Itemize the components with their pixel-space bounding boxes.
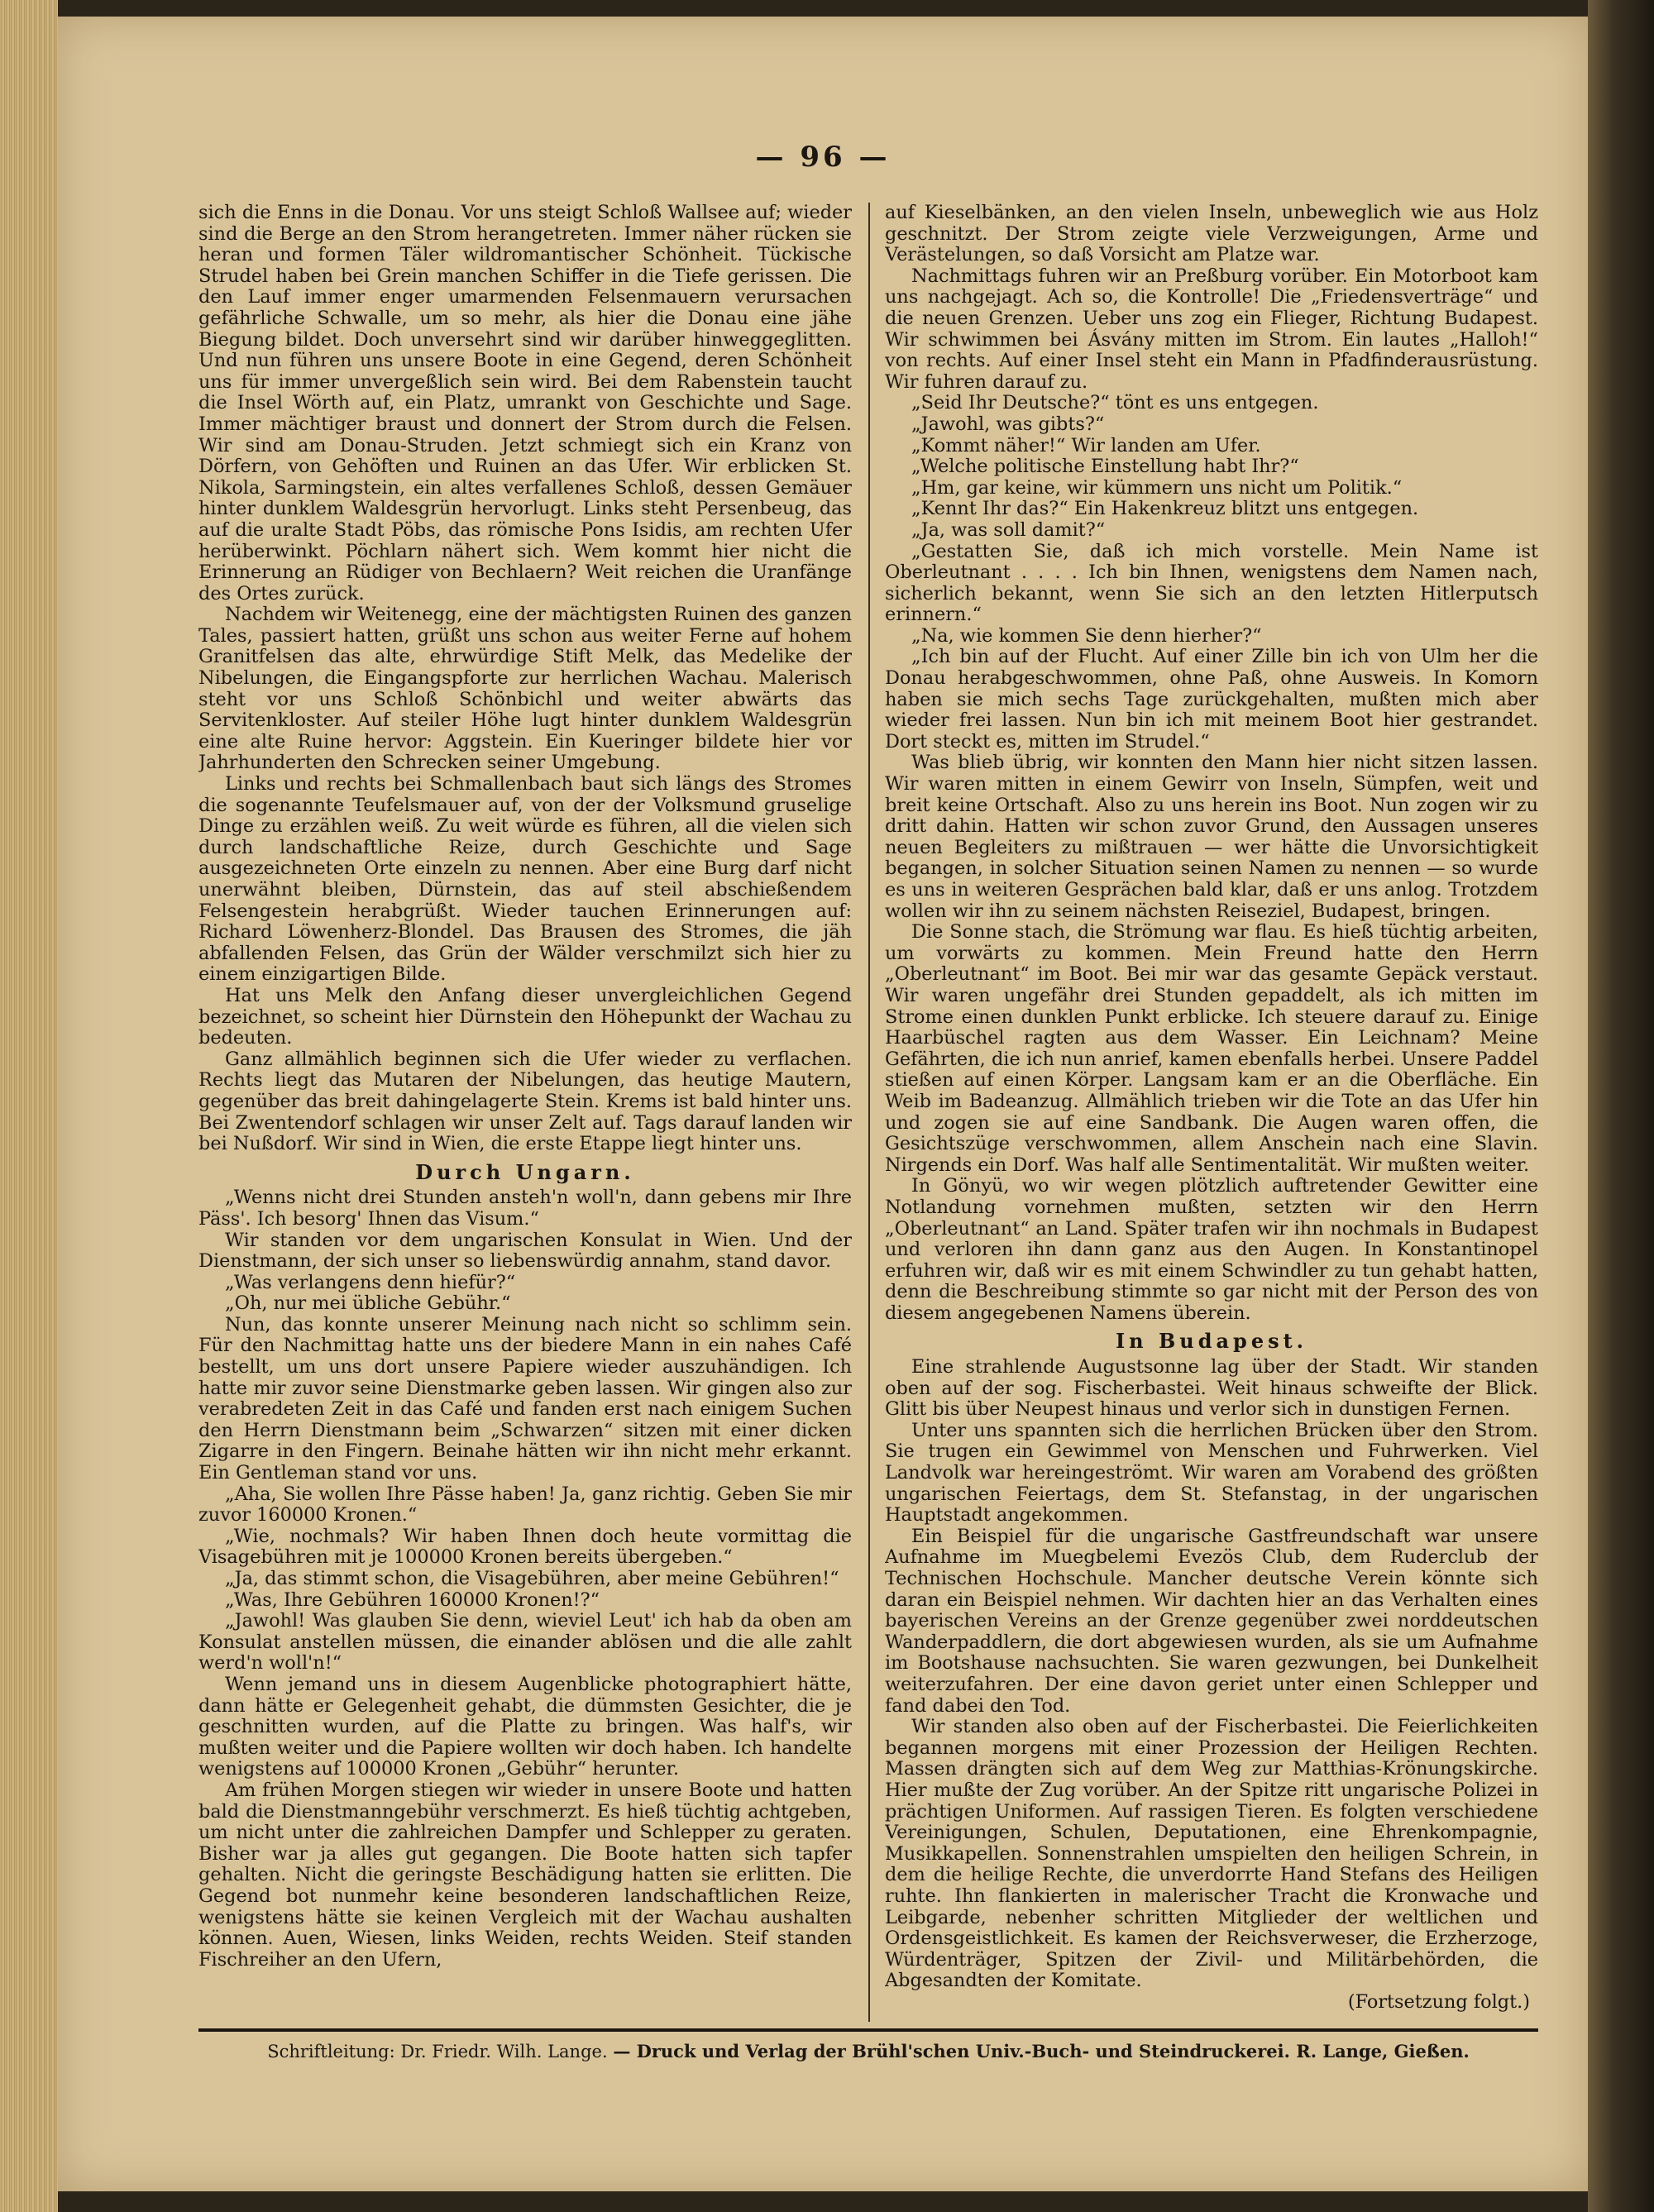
article-paragraph: „Wenns nicht drei Stunden ansteh'n woll'n, dann gebens mir Ihre Päss'. Ich besorg' Ihnen das Visum.“	[198, 1187, 852, 1230]
article-paragraph: Eine strahlende Augustsonne lag über der Stadt. Wir standen oben auf der sog. Fischerbastei. Weit hinaus schweifte der Blick. Glitt bis über Neupest hinaus und verlor sich in dunstigen Fernen.	[885, 1356, 1538, 1421]
article-paragraph: „Oh, nur mei übliche Gebühr.“	[225, 1292, 511, 1315]
article-paragraph: „Welche politische Einstellung habt Ihr?“	[911, 456, 1299, 478]
article-paragraph: „Ja, das stimmt schon, die Visagebühren, aber meine Gebühren!“	[225, 1568, 839, 1589]
imprint-footer	[198, 2041, 1538, 2062]
article-paragraph: „Kommt näher!“ Wir landen am Ufer.	[911, 434, 1261, 456]
section-heading-in-budapest: In Budapest.	[1115, 1329, 1308, 1354]
article-paragraph: Nachmittags fuhren wir an Preßburg vorüber. Ein Motorboot kam uns nachgejagt. Ach so, die Kontrolle! Die „Friedensverträge“ und die neuen Grenzen. Ueber uns zog ein Flieger, Richtung Budapest. Wir schwimmen bei Ásvány mitten im Strom. Ein lautes „Halloh!“ von rechts. Auf einer Insel steht ein Mann in Pfadfinderausrüstung. Wir fuhren darauf zu.	[885, 265, 1538, 393]
article-paragraph: Links und rechts bei Schmallenbach baut sich längs des Stromes die sogenannte Teufelsmauer auf, von der der Volksmund gruselige Dinge zu erzählen weiß. Zu weit würde es führen, all die vielen sich durch landschaftliche Reize, durch Geschichte und Sage ausgezeichneten Orte einzeln zu nennen. Aber eine Burg darf nicht unerwähnt bleiben, Dürnstein, das auf steil abschießendem Felsengestein herabgrüßt. Wieder tauchen Erinnerungen auf: Richard Löwenherz-Blondel. Das Brausen des Stromes, die jäh abfallenden Felsen, das Grün der Wälder verschmilzt sich hier zu einem einzigartigen Bilde.	[198, 773, 852, 986]
article-paragraph: „Na, wie kommen Sie denn hierher?“	[911, 624, 1262, 647]
article-paragraph: Nachdem wir Weitenegg, eine der mächtigsten Ruinen des ganzen Tales, passiert hatten, grüßt uns schon aus weiter Ferne auf hohem Granitfelsen das alte, ehrwürdige Stift Melk, das Medelike der Nibelungen, die Eingangspforte zur herrlichen Wachau. Malerisch steht vor uns Schloß Schönbichl und weiter abwärts das Servitenkloster. Auf steiler Höhe lugt hinter dunklem Waldesgrün eine alte Ruine hervor: Aggstein. Ein Kueringer bildete hier vor Jahrhunderten den Schrecken seiner Umgebung.	[198, 604, 852, 774]
article-paragraph: sich die Enns in die Donau. Vor uns steigt Schloß Wallsee auf; wieder sind die Berge an den Strom herangetreten. Immer näher rücken sie heran und formen Täler wildromantischer Schönheit. Tückische Strudel haben bei Grein manchen Schiffer in die Tiefe gerissen. Die den Lauf immer enger umarmenden Felsenmauern verursachen gefährliche Schwalle, um so mehr, als hier die Donau eine jähe Biegung bildet. Doch unversehrt sind wir darüber hinweggeglitten. Und nun führen uns unsere Boote in eine Gegend, deren Schönheit uns für immer unvergeßlich sein wird. Bei dem Rabenstein taucht die Insel Wörth auf, ein Platz, umrankt von Geschichte und Sage. Immer mächtiger braust und donnert der Strom durch die Felsen. Wir sind am Donau-Struden. Jetzt schmiegt sich ein Kranz von Dörfern, von Gehöften und Ruinen an das Ufer. Wir erblicken St. Nikola, Sarmingstein, ein altes verfallenes Schloß, dessen Gemäuer hinter dunklem Waldesgrün hervorlugt. Links steht Persenbeug, das auf die uralte Stadt Pöbs, das römische Pons Isidis, am rechten Ufer herüberwinkt. Pöchlarn nähert sich. Wem kommt hier nicht die Erinnerung an Rüdiger von Bechlaern? Weit reichen die Uranfänge des Ortes zurück.	[198, 203, 852, 604]
page-number: — 96 —	[755, 141, 891, 174]
newspaper-page	[58, 17, 1588, 2191]
article-paragraph: „Was, Ihre Gebühren 160000 Kronen!?“	[225, 1589, 600, 1611]
article-paragraph: „Kennt Ihr das?“ Ein Hakenkreuz blitzt uns entgegen.	[911, 498, 1419, 520]
editor-credit: Schriftleitung: Dr. Friedr. Wilh. Lange.	[267, 2042, 608, 2062]
column-divider	[868, 203, 870, 2022]
footer-rule	[198, 2028, 1538, 2032]
article-paragraph: Am frühen Morgen stiegen wir wieder in unsere Boote und hatten bald die Dienstmanngebühr verschmerzt. Es hieß tüchtig achtgeben, um nicht unter die zahlreichen Dampfer und Schlepper zu geraten. Bisher war ja alles gut gegangen. Die Boote hatten sich tapfer gehalten. Nicht die geringste Beschädigung hatten sie erlitten. Die Gegend bot nunmehr keine besonderen landschaftlichen Reize, wenigstens hätte sie keinen Vergleich mit der Wachau aushalten können. Auen, Wiesen, links Weiden, rechts Weiden. Steif standen Fischreiher an den Ufern,	[198, 1779, 852, 1971]
article-paragraph: „Hm, gar keine, wir kümmern uns nicht um Politik.“	[911, 476, 1403, 499]
article-paragraph: auf Kieselbänken, an den vielen Inseln, unbeweglich wie aus Holz geschnitzt. Der Strom zeigte viele Verzweigungen, Arme und Verästelungen, so daß Vorsicht am Platze war.	[885, 203, 1538, 266]
article-paragraph: In Gönyü, wo wir wegen plötzlich auftretender Gewitter eine Notlandung vornehmen mußten, setzten wir den Herrn „Oberleutnant“ an Land. Später trafen wir ihn nochmals in Budapest und verloren ihn dann ganz aus den Augen. In Konstantinopel erfuhren wir, daß wir es mit einem Schwindler zu tun gehabt hatten, denn die Beschreibung stimmte so gar nicht mit der Person des von diesem angegebenen Namens überein.	[885, 1175, 1538, 1324]
article-paragraph: „Jawohl, was gibts?“	[911, 413, 1105, 435]
continuation-note: (Fortsetzung folgt.)	[1347, 1990, 1530, 2013]
article-paragraph: Ganz allmählich beginnen sich die Ufer wieder zu verflachen. Rechts liegt das Mutaren der Nibelungen, das heutige Mautern, gegenüber das breit dahingelagerte Stein. Krems ist bald hinter uns. Bei Zwentendorf schlagen wir unser Zelt auf. Tags darauf landen wir bei Nußdorf. Wir sind in Wien, die erste Etappe liegt hinter uns.	[198, 1048, 852, 1155]
book-binding-shadow	[1588, 0, 1654, 2212]
article-paragraph: „Ich bin auf der Flucht. Auf einer Zille bin ich von Ulm her die Donau herabgeschwommen, ohne Paß, ohne Ausweis. In Komorn haben sie mich sechs Tage zurückgehalten, mußten mich aber wieder frei lassen. Nun bin ich mit meinem Boot hier gestrandet. Dort steckt es, mitten im Strudel.“	[885, 646, 1538, 752]
article-paragraph: Wenn jemand uns in diesem Augenblicke photographiert hätte, dann hätte er Gelegenheit gehabt, die dümmsten Gesichter, die je geschnitten wurden, auf die Platte zu bringen. Was half's, wir mußten weiter und die Papiere wollten wir doch haben. Ich handelte wenigstens auf 100000 Kronen „Gebühr“ herunter.	[198, 1673, 852, 1780]
article-paragraph: „Wie, nochmals? Wir haben Ihnen doch heute vormittag die Visagebühren mit je 100000 Kronen bereits übergeben.“	[198, 1525, 852, 1569]
article-paragraph: Was blieb übrig, wir konnten den Mann hier nicht sitzen lassen. Wir waren mitten in einem Gewirr von Inseln, Sümpfen, weit und breit keine Ortschaft. Also zu uns herein ins Boot. Nun zogen wir zu dritt dahin. Hatten wir schon zuvor Grund, den Aussagen unseres neuen Begleiters zu mißtrauen — wer hätte die Unvorsichtigkeit begangen, in solcher Situation seinen Namen zu nennen — so wurde es uns in weiteren Gesprächen bald klar, daß er uns anlog. Trotzdem wollen wir ihn zu seinem nächsten Reiseziel, Budapest, bringen.	[885, 752, 1538, 922]
article-paragraph: Die Sonne stach, die Strömung war flau. Es hieß tüchtig arbeiten, um vorwärts zu kommen. Mein Freund hatte den Herrn „Oberleutnant“ im Boot. Bei mir war das gesamte Gepäck verstaut. Wir waren ungefähr drei Stunden gepaddelt, als ich mitten im Strome einen dunklen Punkt erblicke. Ich steuere darauf zu. Einige Haarbüschel ragten aus dem Wasser. Ein Leichnam? Meine Gefährten, die ich nun anrief, kamen ebenfalls herbei. Unsere Paddel stießen auf einen Körper. Langsam kam er an die Oberfläche. Ein Weib im Badeanzug. Allmählich trieben wir die Tote an das Ufer hin und zogen sie auf eine Sandbank. Die Augen waren offen, die Gesichtszüge verschwommen, allem Anschein nach eine Slavin. Nirgends ein Dorf. Was half alle Sentimentalität. Wir mußten weiter.	[885, 921, 1538, 1176]
article-paragraph: „Ja, was soll damit?“	[911, 518, 1106, 541]
article-paragraph: Nun, das konnte unserer Meinung nach nicht so schlimm sein. Für den Nachmittag hatte uns der biedere Mann in ein nahes Café bestellt, um uns dort unsere Papiere wieder auszuhändigen. Ich hatte mir zuvor seine Dienstmarke geben lassen. Wir gingen also zur verabredeten Zeit in das Café und fanden erst nach einigem Suchen den Herrn Dienstmann beim „Schwarzen“ sitzen mit einer dicken Zigarre in den Fingern. Beinahe hätten wir ihn nicht mehr erkannt. Ein Gentleman stand vor uns.	[198, 1313, 852, 1484]
article-paragraph: Wir standen also oben auf der Fischerbastei. Die Feierlichkeiten begannen morgens mit einer Prozession der Heiligen Rechten. Massen drängten sich auf dem Weg zur Matthias-Krönungskirche. Hier mußte der Zug vorüber. An der Spitze ritt ungarische Polizei in prächtigen Uniformen. Auf rassigen Tieren. Es folgten verschiedene Vereinigungen, Schulen, Deputationen, eine Ehrenkompagnie, Musikkapellen. Sonnenstrahlen umspielten den heiligen Schrein, in dem die heilige Rechte, die unverdorrte Hand Stefans des Heiligen ruhte. Ihn flankierten in malerischer Tracht die Kronwache und Leibgarde, nebenher schritten Mitglieder der weltlichen und Ordensgeistlichkeit. Es kamen der Reichsverweser, die Erzherzoge, Würdenträger, Spitzen der Zivil- und Militärbehörden, die Abgesandten der Komitate.	[885, 1716, 1538, 1992]
article-paragraph: Hat uns Melk den Anfang dieser unvergleichlichen Gegend bezeichnet, so scheint hier Dürnstein den Höhepunkt der Wachau zu bedeuten.	[198, 984, 852, 1049]
article-paragraph: Wir standen vor dem ungarischen Konsulat in Wien. Und der Dienstmann, der sich unser so liebenswürdig annahm, stand davor.	[198, 1229, 852, 1273]
book-page-edges	[0, 0, 58, 2212]
printer-credit: — Druck und Verlag der Brühl'schen Univ.-Buch- und Steindruckerei. R. Lange, Gießen.	[613, 2041, 1470, 2062]
article-paragraph: „Jawohl! Was glauben Sie denn, wieviel Leut' ich hab da oben am Konsulat anstellen müssen, die einander ablösen und die alle zahlt werd'n woll'n!“	[198, 1610, 852, 1675]
article-paragraph: „Was verlangens denn hiefür?“	[225, 1271, 516, 1293]
article-paragraph: Unter uns spannten sich die herrlichen Brücken über den Strom. Sie trugen ein Gewimmel von Menschen und Fuhrwerken. Viel Landvolk war hereingeströmt. Wir waren am Vorabend des größten ungarischen Feiertags, dem St. Stefanstag, in der ungarischen Hauptstadt angekommen.	[885, 1419, 1538, 1526]
article-paragraph: „Seid Ihr Deutsche?“ tönt es uns entgegen.	[911, 392, 1319, 414]
article-paragraph: Ein Beispiel für die ungarische Gastfreundschaft war unsere Aufnahme im Muegbelemi Evezös Club, dem Ruderclub der Technischen Hochschule. Mancher deutsche Verein könnte sich daran ein Beispiel nehmen. Wir dachten hier an das Verhalten eines bayerischen Vereins an der Grenze gegenüber zwei norddeutschen Wanderpaddlern, die dort abgewiesen wurden, als sie um Aufnahme im Bootshause nachsuchten. Sie waren gezwungen, bei Dunkelheit weiterzufahren. Der eine davon geriet unter einen Schlepper und fand dabei den Tod.	[885, 1525, 1538, 1717]
section-heading-durch-ungarn: Durch Ungarn.	[415, 1159, 635, 1184]
right-column	[885, 203, 1538, 2022]
article-paragraph: „Aha, Sie wollen Ihre Pässe haben! Ja, ganz richtig. Geben Sie mir zuvor 160000 Kronen.“	[198, 1483, 852, 1526]
article-paragraph: „Gestatten Sie, daß ich mich vorstelle. Mein Name ist Oberleutnant . . . . Ich bin Ihnen, wenigstens dem Namen nach, sicherlich bekannt, wenn Sie sich an den letzten Hitlerputsch erinnern.“	[885, 540, 1538, 626]
left-column	[198, 203, 852, 2022]
